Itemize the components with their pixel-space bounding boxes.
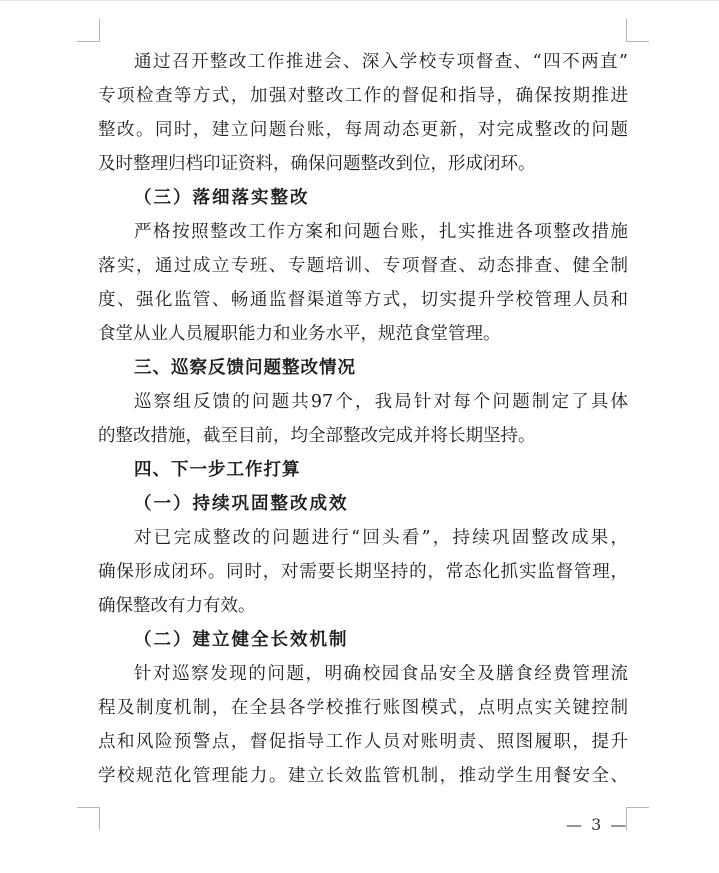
- text-line: 整改。同时，建立问题台账，每周动态更新，对完成整改的问题: [98, 120, 628, 140]
- text-line: 专项检查等方式，加强对整改工作的督促和指导，确保按期推进: [98, 86, 628, 106]
- section-subheading: （一）持续巩固整改成效: [134, 494, 349, 514]
- text-line: 确保形成闭环。同时，对需要长期坚持的，常态化抓实监督管理，: [98, 562, 628, 582]
- text-line: 对已完成整改的问题进行“回头看”，持续巩固整改成果，: [134, 528, 628, 548]
- crop-mark-top-right: [626, 19, 649, 42]
- crop-mark-bottom-left: [77, 807, 100, 830]
- text-line: 点和风险预警点，督促指导工作人员对账明责、照图履职，提升: [98, 732, 628, 752]
- text-line: 通过召开整改工作推进会、深入学校专项督查、“四不两直”: [134, 52, 628, 72]
- crop-mark-top-left: [77, 19, 100, 42]
- crop-mark-bottom-right: [626, 807, 649, 830]
- text-line: 确保整改有力有效。: [98, 596, 256, 616]
- section-heading: 四、下一步工作打算: [134, 460, 301, 480]
- section-subheading: （三）落细落实整改: [134, 188, 310, 208]
- document-body: [98, 45, 628, 793]
- text-line: 的整改措施，截至目前，均全部整改完成并将长期坚持。: [98, 426, 536, 446]
- text-line: 食堂从业人员履职能力和业务水平，规范食堂管理。: [98, 324, 501, 344]
- text-line: 度、强化监管、畅通监督渠道等方式，切实提升学校管理人员和: [98, 290, 628, 310]
- text-line: 及时整理归档印证资料，确保问题整改到位，形成闭环。: [98, 154, 536, 174]
- text-line: 严格按照整改工作方案和问题台账，扎实推进各项整改措施: [134, 222, 628, 242]
- text-line: 程及制度机制，在全县各学校推行账图模式，点明点实关键控制: [98, 698, 628, 718]
- section-subheading: （二）建立健全长效机制: [134, 630, 349, 650]
- text-line: 针对巡察发现的问题，明确校园食品安全及膳食经费管理流: [134, 664, 628, 684]
- text-line: 落实，通过成立专班、专题培训、专项督查、动态排查、健全制: [98, 256, 628, 276]
- page-number: — 3 —: [566, 815, 629, 834]
- text-line: 学校规范化管理能力。建立长效监管机制，推动学生用餐安全、: [98, 766, 628, 786]
- text-line: 巡察组反馈的问题共97个，我局针对每个问题制定了具体: [134, 392, 628, 412]
- section-heading: 三、巡察反馈问题整改情况: [134, 358, 356, 378]
